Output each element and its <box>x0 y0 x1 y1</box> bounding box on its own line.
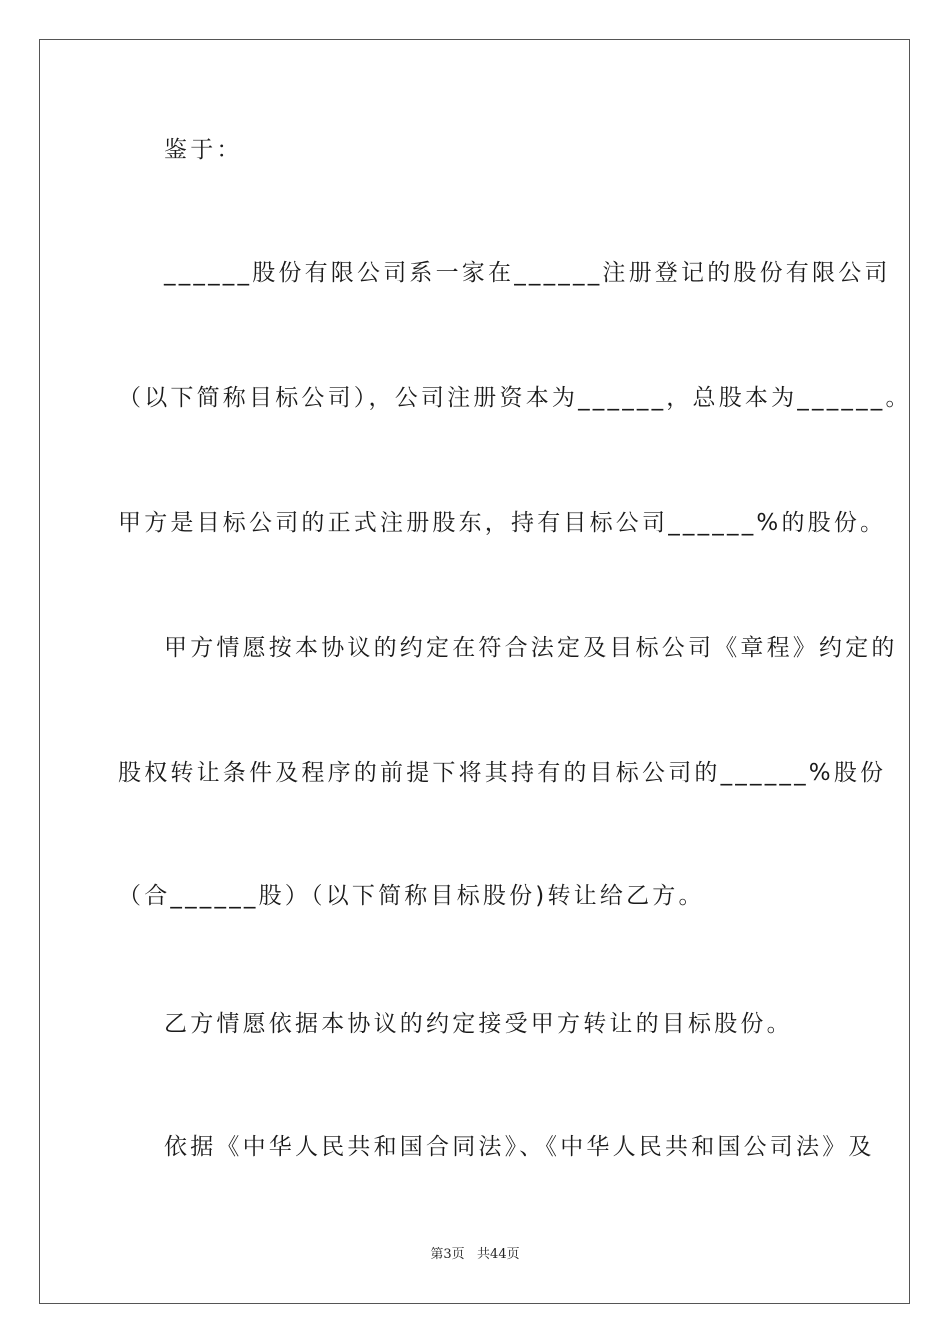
paragraph-line: 股权转让条件及程序的前提下将其持有的目标公司的______%股份 <box>118 760 887 786</box>
paragraph-line: （合______股）（以下简称目标股份)转让给乙方。 <box>118 883 705 909</box>
paragraph-line: ______股份有限公司系一家在______注册登记的股份有限公司 <box>164 260 891 286</box>
paragraph-line: 甲方情愿按本协议的约定在符合法定及目标公司《章程》约定的 <box>164 635 898 661</box>
page-number-footer: 第3页 共44页 <box>430 1247 520 1262</box>
page-border <box>39 39 910 1304</box>
paragraph-line: 鉴于： <box>164 137 243 163</box>
paragraph-line: 甲方是目标公司的正式注册股东，持有目标公司______%的股份。 <box>118 510 887 536</box>
paragraph-line: 依据《中华人民共和国合同法》、《中华人民共和国公司法》及 <box>164 1134 875 1160</box>
paragraph-line: （以下简称目标公司），公司注册资本为______，总股本为______。 <box>118 385 912 411</box>
paragraph-line: 乙方情愿依据本协议的约定接受甲方转让的目标股份。 <box>164 1011 793 1037</box>
